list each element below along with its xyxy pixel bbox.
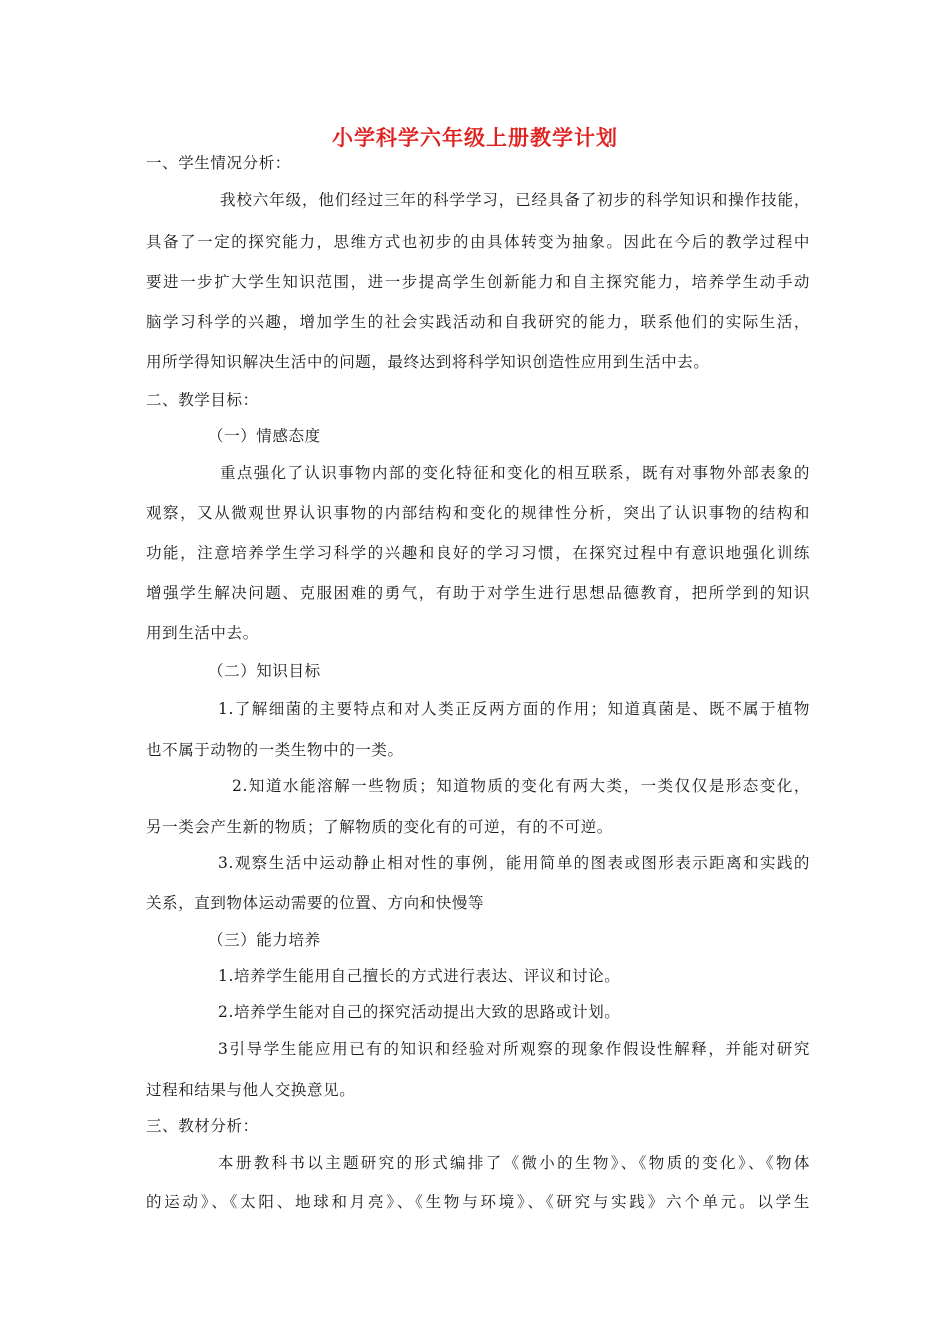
list-item-line: 1.了解细菌的主要特点和对人类正反两方面的作用；知道真菌是、既不属于植物 — [218, 700, 810, 718]
paragraph-line: 功能，注意培养学生学习科学的兴趣和良好的学习习惯，在探究过程中有意识地强化训练 — [146, 544, 810, 562]
subsection-heading: （三）能力培养 — [208, 931, 321, 949]
section-heading-2: 二、教学目标： — [146, 391, 259, 409]
list-item-line: 3引导学生能应用已有的知识和经验对所观察的现象作假设性解释，并能对研究 — [218, 1040, 810, 1058]
paragraph-line: 用所学得知识解决生活中的问题，最终达到将科学知识创造性应用到生活中去。 — [146, 353, 710, 371]
document-title: 小学科学六年级上册教学计划 — [332, 125, 618, 150]
paragraph-line: 要进一步扩大学生知识范围，进一步提高学生创新能力和自主探究能力，培养学生动手动 — [146, 273, 810, 291]
list-item-line: 过程和结果与他人交换意见。 — [146, 1081, 356, 1099]
paragraph-line: 增强学生解决问题、克服困难的勇气，有助于对学生进行思想品德教育，把所学到的知识 — [146, 584, 810, 602]
paragraph-line: 用到生活中去。 — [146, 624, 259, 642]
subsection-heading: （二）知识目标 — [208, 662, 321, 680]
list-item-line: 另一类会产生新的物质；了解物质的变化有的可逆，有的不可逆。 — [146, 818, 613, 836]
paragraph-line: 脑学习科学的兴趣，增加学生的社会实践活动和自我研究的能力，联系他们的实际生活， — [146, 313, 810, 331]
paragraph-line: 的运动》、《太阳、地球和月亮》、《生物与环境》、《研究与实践》六个单元。以学生 — [146, 1193, 810, 1211]
list-item-line: 3.观察生活中运动静止相对性的事例，能用简单的图表或图形表示距离和实践的 — [218, 854, 810, 872]
paragraph-line: 具备了一定的探究能力，思维方式也初步的由具体转变为抽象。因此在今后的教学过程中 — [146, 233, 810, 251]
paragraph-line: 本册教科书以主题研究的形式编排了《微小的生物》、《物质的变化》、《物体 — [218, 1154, 810, 1172]
list-item-line: 2.知道水能溶解一些物质；知道物质的变化有两大类，一类仅仅是形态变化， — [232, 777, 810, 795]
list-item-line: 也不属于动物的一类生物中的一类。 — [146, 741, 404, 759]
subsection-heading: （一）情感态度 — [208, 427, 321, 445]
paragraph-line: 观察，又从微观世界认识事物的内部结构和变化的规律性分析，突出了认识事物的结构和 — [146, 504, 810, 522]
section-heading-1: 一、学生情况分析： — [146, 154, 291, 172]
list-item-line: 关系，直到物体运动需要的位置、方向和快慢等 — [146, 894, 485, 912]
paragraph-line: 我校六年级，他们经过三年的科学学习，已经具备了初步的科学知识和操作技能， — [220, 191, 810, 209]
list-item-line: 2.培养学生能对自己的探究活动提出大致的思路或计划。 — [218, 1003, 621, 1021]
list-item-line: 1.培养学生能用自己擅长的方式进行表达、评议和讨论。 — [218, 967, 621, 985]
paragraph-line: 重点强化了认识事物内部的变化特征和变化的相互联系，既有对事物外部表象的 — [220, 464, 810, 482]
section-heading-3: 三、教材分析： — [146, 1117, 259, 1135]
